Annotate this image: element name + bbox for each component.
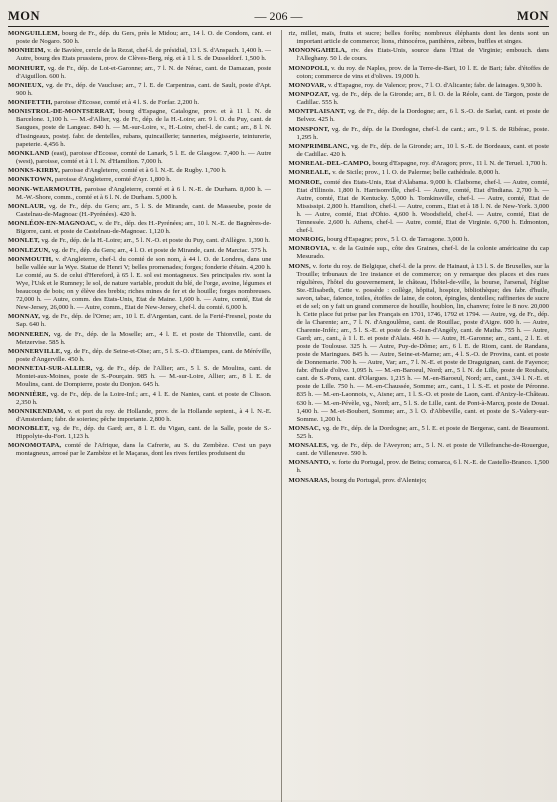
page-header <box>8 6 549 27</box>
dictionary-entry <box>8 348 271 364</box>
dictionary-entry <box>8 331 271 347</box>
entry-text: v. de Fr., dép. des H.-Pyrénées; arr., 10 l. N.-E. de Bagnères-de-Bigorre, cant. et poste de Castelnau-de-Magnoac. 1,120 h. <box>16 220 272 236</box>
dictionary-entry <box>288 108 549 124</box>
entry-text: v. d'Angleterre, chef-l. du comté de son nom, à 44 l. O. de Londres, dans une belle vallée sur la Wye. Statue de Henri V; belles promenades; forges; fonderie d'étain. 4,200 h. Le comté, au S. de celui d'Hereford, à 65 l. E. sol est montagneux. Ses principales riv. sont la Wye, l'Usk et le Rumney; le sol, de nature variable, produit du blé, de l'orge, avoine, légumes et beaucoup de bois; on y élève des brebis; riches mines de fer et de houille; forges nombreuses. 72,000 h. — Autre, comm. des Etats-Unis, Etat de Maine. 1,600 h. — Autre, comté, Etat de New-Jersey, 26,000 h. — Autre, comm., Etat de New-Jersey, chef-l. du comté. 6,000 h. <box>16 255 272 312</box>
dictionary-entry <box>288 91 549 107</box>
entry-headword: MONSAC, <box>288 424 321 432</box>
entry-headword: MONS, <box>288 262 311 270</box>
entry-headword: MONMOUTH, <box>8 255 54 263</box>
entry-headword: MONGUILLEM, <box>8 30 60 37</box>
dictionary-entry <box>8 256 271 312</box>
entry-text: vg. de Fr., dép. de Vaucluse; arr., 7 l. E. de Carpentras, cant. de Sault, poste d'Apt. 900 h. <box>16 81 272 97</box>
entry-text: vg. de Fr., dép. de la Dordogne; arr., 5 l. E. et poste de Bergerac, cant. de Beaumont. 525 h. <box>296 424 549 440</box>
entry-headword: MONNIÈRE, <box>8 390 49 398</box>
dictionary-entry <box>288 236 549 244</box>
dictionary-entry <box>8 365 271 389</box>
page-number: — 206 — <box>254 8 303 23</box>
entry-headword: MONOBLET, <box>8 425 50 433</box>
entry-text: riv. des Etats-Unis, source dans l'Etat de Virginie; embouch. dans l'Alleghany. 50 l. de cours. <box>296 47 549 63</box>
dictionary-entry <box>8 176 271 184</box>
dictionary-entry <box>8 247 271 255</box>
dictionary-entry <box>8 65 271 81</box>
entry-headword: MONLÉON-EN-MAGNOAC, <box>8 220 97 228</box>
entry-text: bourg d'Espagne, Catalogne, prov. et à 11 l. N. de Barcelone. 1,100 h. — M.-d'Allier, vg. de Fr., dép. de la H.-Loire; arr. 9 l. O. du Puy, cant. de Saugues, poste de Langeac. 840 h. — M.-sur-Loire, v., H.-Loire, chef-l. de cant.; arr., 8 l. N. d'Issingeaux, postej. fabr. de dentelles, rubans, quincaillerie; tanneries, mégisserie, teinturerie, papeterie. 4,456 h. <box>16 108 272 148</box>
dictionary-entry <box>288 160 549 168</box>
entry-headword: MONKS-KIRBY, <box>8 167 60 175</box>
entry-headword: MONSARAS, <box>288 476 330 484</box>
entry-headword: MONPRIMBLANC, <box>288 142 350 150</box>
entry-text: vg. de Fr., dép. de l'Allier; arr., 5 l. S. de Moulins, cant. de Montet-aux-Moines, poste de S.-Pourçain. 985 h. — M.-sur-Loire, Allier; arr., 8 l. E. de Moulins, cant. de Dompierre, poste du Donjon. 645 h. <box>16 365 272 389</box>
entry-headword: MONSPONT, <box>288 125 330 133</box>
dictionary-entry <box>288 179 549 235</box>
dictionary-entry <box>8 99 271 107</box>
entry-headword: MONLAUR, <box>8 202 46 210</box>
header-right-word: MON <box>516 8 549 23</box>
entry-headword: MONKLAND <box>8 149 50 157</box>
entry-text: bourg de Fr., dép. du Gers, près le Midou; arr., 14 l. O. de Condom, cant. et poste de Nogaro. 500 h. <box>16 30 272 46</box>
entry-headword: MONREAL-DEL-CAMPO, <box>288 160 371 168</box>
entry-headword: MONKTOWN, <box>8 176 54 184</box>
entry-text: bourg du Portugal, prov. d'Alentejo; <box>329 476 427 484</box>
entry-text: v. forte du Portugal, prov. de Beira; comarca, 6 l. N.-E. de Castello-Branco. 1,500 h. <box>296 459 549 475</box>
entry-text: v. forte du roy. de Belgique, chef-l. de la prov. de Hainaut, à 13 l. S. de Bruxelles, sur la Trouille; tribunaux de 1re instance et de commerce; on y remarque des places et des rues régulières, l'hôtel du gouvernement, le château, l'hôtel-de-ville, la bourse, l'arsenal, l'église Ste.-Elisabeth, Cette v. possède : collège, hôpital, hospice, bibliothèque; des fabr. d'huile, savon, tabac, faïence, toiles, étoffes de laine, de coton, épingles, dentelles; raffineries de sucre et de sel; on y fait un grand commerce de houille, houblon, lin, chanvre; foire le 8 nov. 20,000 h. Cette place fut prise par les Français en 1701, 1746, 1792 et 1794. — Autre, vg. de Fr., dép. de la Charente; arr., 7 l. N. d'Angoulême, cant. de Rouillac, poste d'Aigre. 600 h. — Autre, Charente-Infér.; arr., 5 l. S.-E. et poste de S.-Jean-d'Angély, cant. de Matha. 755 h. — Autre, Gard; arr., cant., à 1 l. E. et poste d'Alais. 460 h. — Autre, H.-Garonne; arr., cant., 2 l. E. et poste de Toulouse. 325 h. — Autre, Puy-de-Dôme; arr., 6 l. E. de Riom, cant. de Randans, poste de Maringues. 845 h. — Autre, Seine-et-Marne; arr., 4 l. S.-O. de Provins, cant. et poste de Donnemarie. 700 h. — Autre, Var; arr., 7 l. N.-E. et poste de Draguignan, cant. de Fayence; fabr. d'huile d'olive. 1,095 h. — M.-en-Baroeul, Nord; arr., 5 l. N. de Lille, poste de Roubaix, cant. de S.-Pons, cant. d'Olargues. 1,215 h. — M.-en-Baroeul, Nord; arr., cant., 3/4 l. N.-E. et poste de Lille. 750 h. — M.-en-Chaussée, Somme; arr., cant., 1 l. S.-E. et poste de Péronne. 835 h. — M.-en-Laonnois, v., Aisne; arr., 1 l. S.-O. et poste de Laon, cant. d'Anizy-le-Château. 630 h. — M.-en-Pévèle, vg., Nord; arr., 5 l. S. de Lille, cant. de Pont-à-Marcq, poste de Douai. 1,400 h. — M.-et-Boubert, Somme; arr., 3 l. O. d'Abbeville, cant. et poste de S.-Valery-sur-Somme. 1,200 h. <box>296 262 549 423</box>
dictionary-entry <box>8 108 271 148</box>
dictionary-entry <box>8 237 271 245</box>
dictionary-entry <box>288 263 549 424</box>
dictionary-entry <box>8 442 271 458</box>
entry-text: paroisse d'Angleterre, comté et à 6 l. N.-E. de Durham. 8,000 h. — M.-W.-Shore, comm., comté et à 6 l. N. de Durham. 5,000 h. <box>16 185 272 201</box>
entry-text: bourg d'Espagne; prov., 5 l. O. de Tarragone. 3,000 h. <box>325 236 470 244</box>
entry-text: comté des Etats-Unis, Etat d'Alabama. 9,000 h. Claiborne, chef-l. — Autre, comté, Etat d'Illinois. 1,800 h. Harrisonville, chef-l. — Autre, comté, Etat d'Indiana. 2,700 h. — Autre, comté, Etat de Kentucky. 5,000 h. Tomkinsville, chef-l. — Autre, comté, Etat de Mississipi. 2,800 h. Hamilton, chef-l. — Autre, comm., Etat et à 18 l. N. de New-York. 3,000 h. — Autre, comté, Etat d'Ohio. 4,600 h. Woodsfield, chef-l. — Autre, comté, Etat de Tennessée. 2,600 h. Athens, chef-l. — Autre, comté, Etat de Virginie. 6,700 h. Edmonton, chef-l. <box>296 178 549 234</box>
header-left-word: MON <box>8 8 41 23</box>
dictionary-entry <box>288 169 549 177</box>
entry-text: vg. de Fr., dép. de l'Aveyron; arr., 5 l. N. et poste de Villefranche-de-Rouergue, cant. de Villeneuve. 590 h. <box>296 442 549 458</box>
dictionary-entry <box>288 82 549 90</box>
entry-headword: MONIFETTH, <box>8 99 53 107</box>
dictionary-entry <box>288 477 549 485</box>
dictionary-entry <box>8 313 271 329</box>
entry-headword: MONROIG, <box>288 236 326 244</box>
entry-text: vg. de Fr., dép. de l'Orne; arr., 10 l. E. d'Argentan, cant. de la Ferté-Fresnel, poste du Sap. 640 h. <box>16 313 272 329</box>
entry-text: comté de l'Afrique, dans la Cafrerie, au S. du Zembèze. C'est un pays montagneux, arrosé par le Zambèze et le Maçaras, dont les rives fertiles produisent du <box>16 442 272 458</box>
entry-text: v. de Bavière, cercle de la Rezat, chef-l. de présidial, 13 l. S. d'Anspach. 1,400 h. — Autre, bourg des Etats prussiens, prov. de Clèves-Berg, rég. et à 1 l. S. de Dusseldorf. 1,500 h. <box>16 47 272 63</box>
dictionary-entry <box>8 82 271 98</box>
left-column <box>8 30 271 802</box>
dictionary-entry <box>8 150 271 166</box>
dictionary-entry <box>288 245 549 261</box>
entry-headword: MONIEUX, <box>8 81 44 89</box>
dictionary-entry <box>8 220 271 236</box>
entry-headword: MONROVIA, <box>288 245 330 253</box>
entry-headword: MONROE, <box>288 178 322 186</box>
dictionary-entry <box>288 47 549 63</box>
entry-headword: MONTPLAISANT, <box>288 108 346 116</box>
dictionary-entry <box>288 30 549 46</box>
entry-text: vg. de Fr., dép. de la Moselle; arr., 4 l. E. et poste de Thionville, cant. de Metzervise. 585 h. <box>16 330 272 346</box>
dictionary-entry <box>8 47 271 63</box>
dictionary-entry <box>8 408 271 424</box>
entry-text: paroisse d'Angleterre, comté et à 6 l. N.-E. de Rugby. 1,700 h. <box>59 167 227 175</box>
entry-text: vg. de Fr., dép. de la Gironde; arr., 8 l. O. de la Réole, cant. de Targon, poste de Cadillac. 555 h. <box>296 91 549 107</box>
entry-text: vg. de Fr., dép. de la H.-Loire; arr., 5 l. N.-O. et poste du Puy, cant. d'Allègre. 1,390 h. <box>39 237 270 245</box>
dictionary-entry <box>8 30 271 46</box>
entry-headword: MONSALES, <box>288 442 329 450</box>
dictionary-entry <box>288 65 549 81</box>
entry-headword: MONOPOLI, <box>288 64 330 72</box>
entry-headword: MONHURT, <box>8 64 46 72</box>
entry-headword: MONNIKENDAM, <box>8 407 66 415</box>
dictionary-entry <box>8 203 271 219</box>
entry-text: vg. de Fr., dép. du Gers; arr., 4 l. O. et poste de Mirande, cant. de Marciac. 575 h. <box>50 246 268 254</box>
entry-headword: MONLEZUN, <box>8 246 51 254</box>
entry-headword: MONISTROL-DE-MONTSERRAT, <box>8 108 115 116</box>
entry-text: vg. de Fr., dép. de Seine-et-Oise; arr., 5 l. S.-O. d'Etampes, cant. de Méréville, poste d'Angerville. 450 h. <box>16 347 272 363</box>
entry-text: v. d'Espagne, roy. de Valence; prov., 7 l. O. d'Alicante; fabr. de lainages. 9,300 h. <box>326 81 543 89</box>
dictionary-entry <box>8 425 271 441</box>
entry-headword: MONSANTO, <box>288 459 331 467</box>
dictionary-entry <box>8 167 271 175</box>
entry-text: vg. de Fr., dép. de la Dordogne; arr., 6 l. S.-O. de Sarlat, cant. et poste de Belvez. 425 h. <box>296 108 549 124</box>
dictionary-entry <box>288 442 549 458</box>
entry-text: v. de Sicile; prov., 1 l. O. de Palerme; belle cathédrale. 8,000 h. <box>330 169 500 177</box>
entry-text: paroisse d'Angleterre, comté d'Ayr. 1,800 h. <box>53 176 172 184</box>
entry-headword: MONHEIM, <box>8 47 46 55</box>
entry-headword: MONONGAHELA, <box>288 47 347 55</box>
entry-text: vg. de Fr., dép. de la Loire-Inf.; arr., 4 l. E. de Nantes, cant. et poste de Clisson. 2,350 h. <box>16 390 272 406</box>
entry-headword: MONOVAR, <box>288 81 327 89</box>
entry-headword: MONPOZAT, <box>288 91 330 99</box>
entry-text: vg. de Fr., dép. de la Dordogne, chef-l. de cant.; arr., 9 l. S. de Ribérac, poste. 1,295 h. <box>296 125 549 141</box>
entry-headword: MONNAY, <box>8 313 41 321</box>
dictionary-entry <box>8 186 271 202</box>
entry-text: v. de la Guinée sup., côte des Graines, chef-l. de la colonie américaine du cap Mesurado. <box>296 245 549 261</box>
dictionary-entry <box>288 143 549 159</box>
right-column <box>281 30 549 802</box>
entry-headword: MONLET, <box>8 237 40 245</box>
columns <box>8 30 549 802</box>
entry-text: v. du roy. de Naples, prov. de la Terre-de-Bari, 10 l. E. de Bari; fabr. d'étoffes de coton; commerce de vins et d'olives. 19,000 h. <box>296 64 549 80</box>
entry-text: v. et port du roy. de Hollande, prov. de la Hollande septent., à 4 l. N.-E. d'Amsterdam; fabr. de soieries; pêche importante. 2,800 h. <box>16 407 272 423</box>
entry-text: vg. de Fr., dép. de la Gironde; arr., 10 l. S.-E. de Bordeaux, cant. et poste de Cadillac. 420 h. <box>296 142 549 158</box>
entry-headword: MONOMOTAPA, <box>8 442 62 450</box>
entry-headword: MONNERVILLE, <box>8 347 63 355</box>
dictionary-entry <box>288 459 549 475</box>
entry-text: riz, millet, maïs, fruits et sucre; belles forêts; nombreux éléphants dont les dents sont un important article de commerce; lions, rhinocéros, panthères, zèbres, buffles et singes. <box>288 30 549 46</box>
entry-text: vg. de Fr., dép. de Lot-et-Garonne; arr., 7 l. N. de Nérac, cant. de Damazan, poste d'Aiguillon. 600 h. <box>16 64 272 80</box>
entry-text: (east), paroisse d'Ecosse, comté de Lanark, 5 l. E. de Glasgow. 7,400 h. — Autre (west), paroisse, comté et à 1 l. N. d'Hamilton. 7,000 h. <box>16 149 272 165</box>
entry-text: paroisse d'Ecosse, comté et à 4 l. S. de Forfar. 2,200 h. <box>52 99 200 107</box>
entry-text: vg. de Fr., dép. du Gers; arr., 5 l. S. de Mirande, cant. de Masseube, poste de Castelnau-de-Magnoac (H.-Pyrénées). 420 h. <box>16 202 272 218</box>
dictionary-entry <box>8 391 271 407</box>
entry-headword: MONK-WEARMOUTH, <box>8 185 82 193</box>
entry-headword: MONREALE, <box>288 169 331 177</box>
entry-text: bourg d'Espagne, roy. d'Aragon; prov., 11 l. N. de Teruel. 1,700 h. <box>370 160 548 168</box>
dictionary-entry <box>288 425 549 441</box>
entry-text: vg. de Fr., dép. du Gard; arr., 8 l. E. du Vigan, cant. de la Salle, poste de S.-Hippolyte-du-Fort. 1,123 h. <box>16 425 272 441</box>
entry-headword: MONNETAI-SUR-ALLIER, <box>8 365 93 373</box>
entry-headword: MONNEREN, <box>8 330 51 338</box>
dictionary-entry <box>288 126 549 142</box>
